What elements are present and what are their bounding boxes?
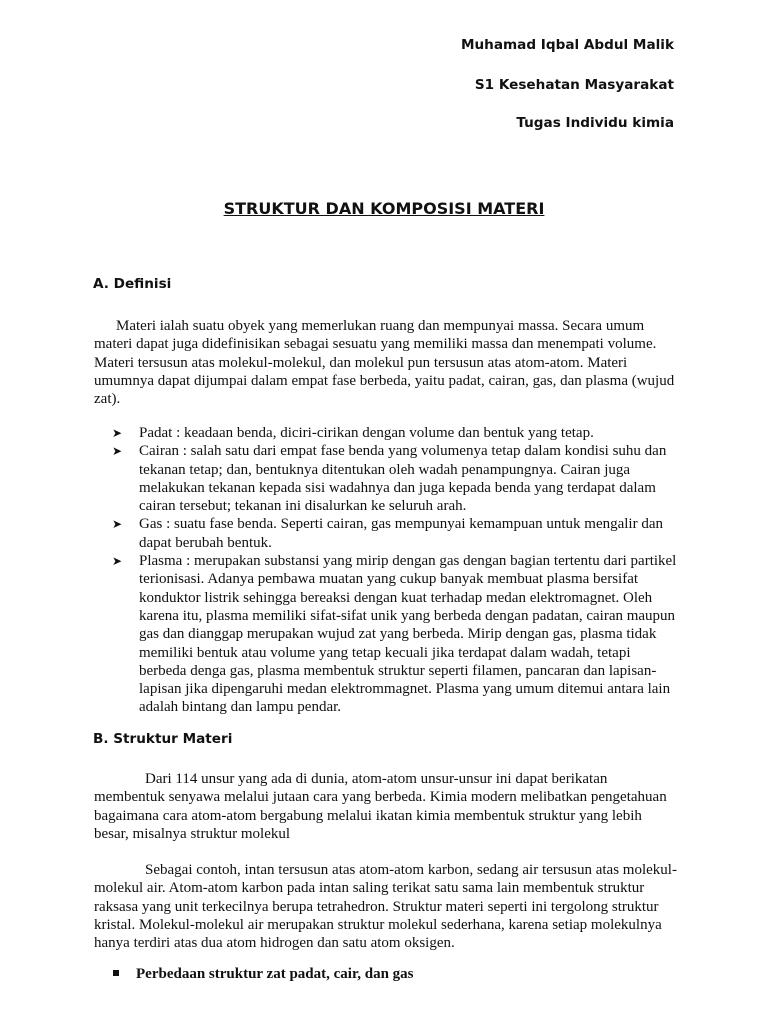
list-item-cairan xyxy=(94,442,680,515)
list-item-text: Gas : suatu fase benda. Seperti cairan, gas mempunyai kemampuan untuk mengalir dan dapat berubah bentuk. xyxy=(139,516,664,551)
arrowhead-bullet-icon: ➤ xyxy=(112,444,123,459)
list-item-padat xyxy=(94,424,680,442)
study-program: S1 Kesehatan Masyarakat xyxy=(474,77,674,93)
list-item-gas xyxy=(94,515,680,552)
list-item-text: Plasma : merupakan substansi yang mirip dengan gas dengan bagian tertentu dari partikel terionisasi. Adanya pembawa muatan yang cukup banyak membuat plasma bersifat konduktor listrik sehingga bereaksi dengan kuat terhadap medan elektromagnet. Oleh karena itu, plasma memiliki sifat-sifat unik yang berbeda dengan padatan, cairan maupun gas dan dianggap merupakan wujud zat yang berbeda. Mirip dengan gas, plasma tidak memiliki bentuk atau volume yang tetap kecuali jika terdapat dalam wadah, tetapi berbeda denga gas, plasma membentuk struktur seperti filamen, pancaran dan lapisan-lapisan jika dipengaruhi medan elektrommagnet. Plasma yang umum ditemui antara lain adalah bintang dan lampu pendar. xyxy=(139,553,677,716)
section-b-paragraph-1: Dari 114 unsur yang ada di dunia, atom-atom unsur-unsur ini dapat berikatan membentuk senyawa melalui jutaan cara yang berbeda. Kimia modern melibatkan pengetahuan bagaimana cara atom-atom bergabung melalui ikatan kimia membentuk struktur yang lebih besar, misalnya struktur molekul xyxy=(94,771,667,842)
list-item-plasma xyxy=(94,552,680,717)
square-bullet-icon xyxy=(113,970,119,976)
arrowhead-bullet-icon: ➤ xyxy=(112,517,123,532)
arrowhead-bullet-icon: ➤ xyxy=(112,426,123,440)
subsection-item xyxy=(113,966,414,983)
section-b-heading: B. Struktur Materi xyxy=(93,731,233,747)
subsection-item-text: Perbedaan struktur zat padat, cair, dan gas xyxy=(136,966,414,982)
arrowhead-bullet-icon: ➤ xyxy=(112,554,123,569)
section-b-paragraph-2: Sebagai contoh, intan tersusun atas atom-atom karbon, sedang air tersusun atas molekul-molekul air. Atom-atom karbon pada intan saling terikat satu sama lain membentuk struktur raksasa yang unit terkecilnya berupa tetrahedron. Struktur materi seperti ini tergolong struktur kristal. Molekul-molekul air merupakan struktur molekul sederhana, karena setiap molekulnya hanya terdiri atas dua atom hidrogen dan satu atom oksigen. xyxy=(94,862,677,952)
section-a-heading: A. Definisi xyxy=(93,276,172,292)
section-a-intro: Materi ialah suatu obyek yang memerlukan ruang dan mempunyai massa. Secara umum materi dapat juga didefinisikan sebagai sesuatu yang memiliki massa dan menempati volume. Materi tersusun atas molekul-molekul, dan molekul pun tersusun atas atom-atom. Materi umumnya dapat dijumpai dalam empat fase berbeda, yaitu padat, cairan, gas, dan plasma (wujud zat). xyxy=(94,318,675,408)
list-item-text: Cairan : salah satu dari empat fase benda yang volumenya tetap dalam kondisi suhu dan tekanan tetap; dan, bentuknya ditentukan oleh wadah penampungnya. Cairan juga melakukan tekanan kepada sisi wadahnya dan juga kepada benda yang terdapat dalam cairan tersebut; tekanan ini disalurkan ke seluruh arah. xyxy=(139,443,667,515)
author-name: Muhamad Iqbal Abdul Malik xyxy=(460,37,674,53)
assignment-title: Tugas Individu kimia xyxy=(516,115,674,131)
list-item-text: Padat : keadaan benda, diciri-cirikan dengan volume dan bentuk yang tetap. xyxy=(139,425,594,441)
phase-list xyxy=(94,424,680,717)
document-title: STRUKTUR DAN KOMPOSISI MATERI xyxy=(223,199,545,218)
